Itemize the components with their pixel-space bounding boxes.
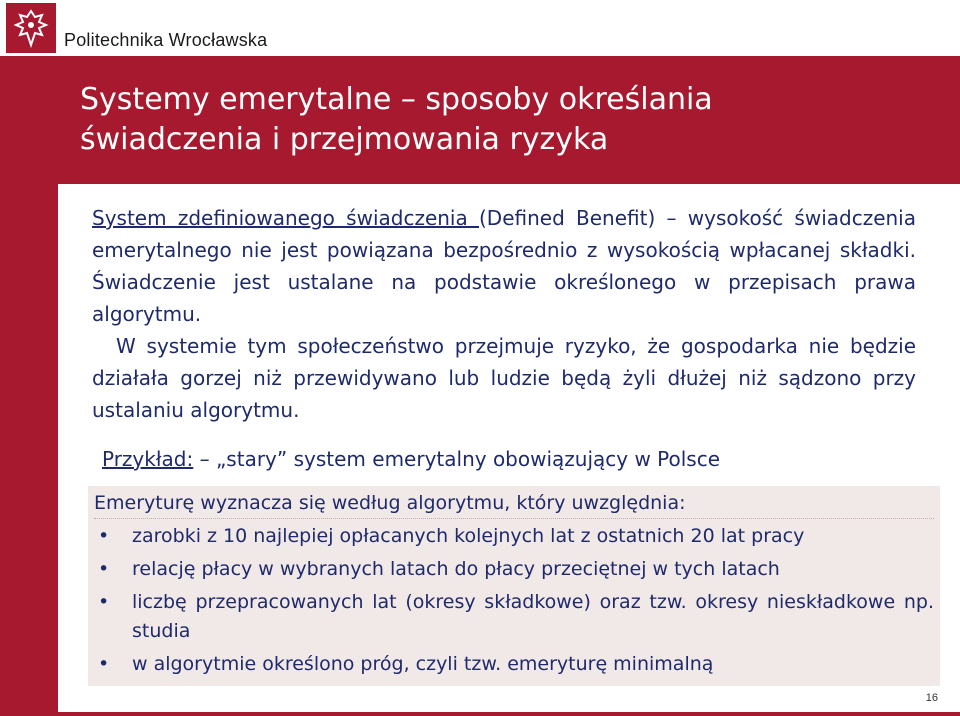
list-item-text: zarobki z 10 najlepiej opłacanych kolejnych lat z ostatnich 20 lat pracy (132, 525, 805, 547)
list-item (88, 555, 934, 584)
slide-title (80, 80, 713, 160)
bullet-icon: • (98, 525, 110, 547)
brand-name: Politechnika Wrocławska (64, 30, 268, 50)
bullet-icon: • (98, 591, 110, 613)
eagle-crest-icon (6, 3, 56, 53)
list-item-text: w algorytmie określono próg, czyli tzw. emeryturę minimalną (132, 653, 714, 675)
algorithm-box (88, 486, 940, 686)
title-line-2: świadczenia i przejmowania ryzyka (80, 122, 609, 157)
left-sidebar (0, 56, 58, 716)
top-bar (0, 0, 960, 56)
list-item-text: relację płacy w wybranych latach do płacy przeciętnej w tych latach (132, 558, 780, 580)
list-item (88, 650, 934, 679)
algorithm-heading: Emeryturę wyznacza się według algorytmu, który uwzględnia: (94, 488, 934, 519)
example-line (102, 444, 720, 474)
example-text: – „stary” system emerytalny obowiązujący w Polsce (193, 447, 721, 471)
example-label: Przykład: (102, 447, 194, 471)
list-item (88, 522, 934, 551)
paragraph-risk: W systemie tym społeczeństwo przejmuje ryzyko, że gospodarka nie będzie działała gorzej niż przewidywano lub ludzie będą żyli dłużej niż sądzono przy ustalaniu algorytmu. (92, 334, 916, 422)
slide-body (92, 202, 916, 426)
page-number: 16 (925, 692, 938, 704)
definition-text: (Defined Benefit) – wysokość świadczenia emerytalnego nie jest powiązana bezpośrednio z wysokością wpłacanej składki. Świadczenie jest ustalane na podstawie określonego w przepisach prawa algorytmu. (92, 206, 916, 326)
definition-term: System zdefiniowanego świadczenia (92, 206, 479, 230)
algorithm-list (88, 522, 934, 683)
bullet-icon: • (98, 558, 110, 580)
bottom-accent-line (58, 712, 960, 716)
paragraph-definition (92, 202, 916, 330)
title-line-1: Systemy emerytalne – sposoby określania (80, 82, 713, 117)
list-item-text: liczbę przepracowanych lat (okresy składkowe) oraz tzw. okresy nieskładkowe np. studia (132, 591, 934, 642)
bullet-icon: • (98, 653, 110, 675)
university-logo (6, 3, 56, 53)
list-item (88, 588, 934, 646)
